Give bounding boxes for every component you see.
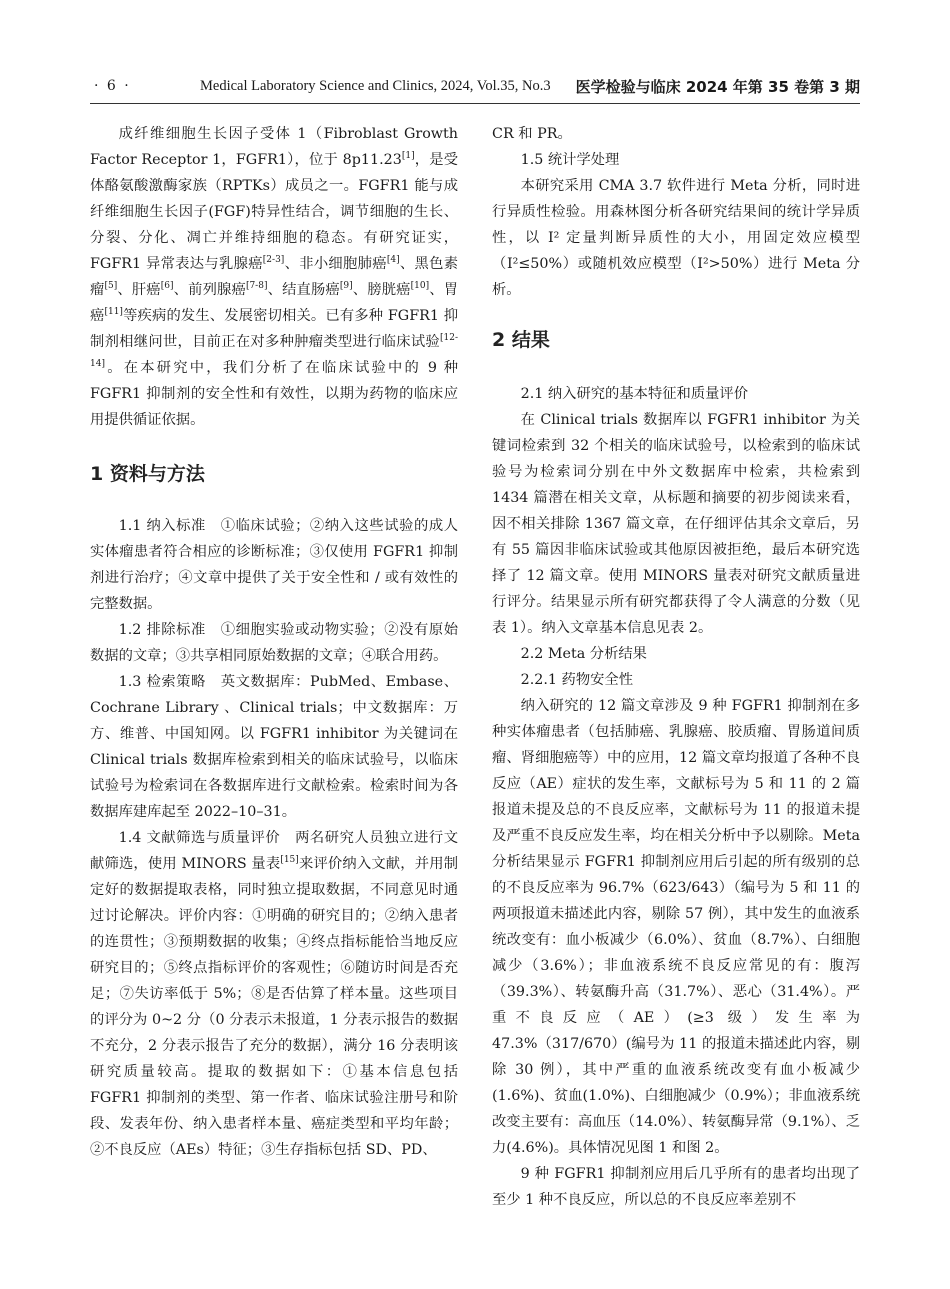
paragraph-1-1: 1.1 纳入标准 ①临床试验；②纳入这些试验的成人实体瘤患者符合相应的诊断标准；③仅使用 FGFR1 抑制剂进行治疗；④文章中提供了关于安全性和 / 或有效性的完整数据。	[90, 518, 458, 612]
intro-paragraph: 成纤维细胞生长因子受体 1（Fibroblast Growth Factor Receptor 1，FGFR1），位于 8p11.23[1]，是受体酪氨酸激酶家族（RPTKs）成员之一。FGFR1 能与成纤维细胞生长因子(FGF)特异性结合，调节细胞的生长、分裂、分化、凋亡并维持细胞的稳态。有研究证实，FGFR1 异常表达与乳腺癌[2-3]、非小细胞肺癌[4]、黑色素瘤[5]、肝癌[6]、前列腺癌[7-8]、结直肠癌[9]、膀胱癌[10]、胃癌[11]等疾病的发生、发展密切相关。已有多种 FGFR1 抑制剂相继问世，目前正在对多种肿瘤类型进行临床试验[12-14]。在本研究中，我们分析了在临床试验中的 9 种 FGFR1 抑制剂的安全性和有效性，以期为药物的临床应用提供循证依据。	[90, 126, 459, 428]
paragraph-1-4: 1.4 文献筛选与质量评价 两名研究人员独立进行文献筛选，使用 MINORS 量表[15]来评价纳入文献，并用制定好的数据提取表格，同时独立提取数据，不同意见时通过讨论解决。评价内容：①明确的研究目的；②纳入患者的连贯性；③预期数据的收集；④终点指标能恰当地反应研究目的；⑤终点指标评价的客观性；⑥随访时间是否充足；⑦失访率低于 5%；⑧是否估算了样本量。这些项目的评分为 0~2 分（0 分表示未报道，1 分表示报告的数据不充分，2 分表示报告了充分的数据），满分 16 分表明该研究质量较高。提取的数据如下：①基本信息包括 FGFR1 抑制剂的类型、第一作者、临床试验注册号和阶段、发表年份、纳入患者样本量、癌症类型和平均年龄；②不良反应（AEs）特征；③生存指标包括 SD、PD、	[90, 830, 459, 1158]
paragraph-1-3: 1.3 检索策略 英文数据库：PubMed、Embase、Cochrane Library 、Clinical trials；中文数据库：万方、维普、中国知网。以 FGFR1 inhibitor 为关键词在 Clinical trials 数据库检索到相关的临床试验号，以临床试验号为检索词在各数据库进行文献检索。检索时间为各数据库建库起至 2022–10–31。	[90, 674, 458, 820]
heading-2-2-1: 2.2.1 药物安全性	[520, 672, 633, 688]
section-1-title: 1 资料与方法	[90, 463, 205, 485]
paragraph-1-5: 本研究采用 CMA 3.7 软件进行 Meta 分析，同时进行异质性检验。用森林图分析各研究结果间的统计学异质性，以 I² 定量判断异质性的大小，用固定效应模型（I²≤50%）或随机效应模型（I²>50%）进行 Meta 分析。	[492, 178, 860, 298]
journal-name-en: Medical Laboratory Science and Clinics, 2024, Vol.35, No.3	[200, 78, 551, 94]
heading-2-2: 2.2 Meta 分析结果	[520, 646, 647, 662]
journal-name-cn: 医学检验与临床 2024 年第 35 卷第 3 期	[575, 78, 860, 96]
right-column	[492, 121, 860, 1213]
left-column	[90, 121, 458, 1163]
heading-2-1: 2.1 纳入研究的基本特征和质量评价	[520, 386, 749, 402]
section-2-title: 2 结果	[492, 329, 550, 351]
paragraph-2-2-1: 纳入研究的 12 篇文章涉及 9 种 FGFR1 抑制剂在多种实体瘤患者（包括肺癌、乳腺癌、胶质瘤、胃肠道间质瘤、肾细胞癌等）中的应用，12 篇文章均报道了各种不良反应（AE）症状的发生率，文献标号为 5 和 11 的 2 篇报道未提及总的不良反应率，文献标号为 11 的报道未提及严重不良反应发生率，均在相关分析中予以剔除。Meta 分析结果显示 FGFR1 抑制剂应用后引起的所有级别的总的不良反应率为 96.7%（623/643）（编号为 5 和 11 的两项报道未描述此内容，剔除 57 例），其中发生的血液系统改变有：血小板减少（6.0%）、贫血（8.7%）、白细胞减少（3.6%）；非血液系统不良反应常见的有：腹泻（39.3%）、转氨酶升高（31.7%）、恶心（31.4%）。严重不良反应（AE）(≥3 级）发生率为 47.3%（317/670）(编号为 11 的报道未描述此内容，剔除 30 例），其中严重的血液系统改变有血小板减少(1.6%)、贫血(1.0%)、白细胞减少（0.9%）；非血液系统改变主要有：高血压（14.0%）、转氨酶异常（9.1%）、乏力(4.6%)。具体情况见图 1 和图 2。	[492, 698, 860, 1156]
paragraph-2-1: 在 Clinical trials 数据库以 FGFR1 inhibitor 为关键词检索到 32 个相关的临床试验号，以检索到的临床试验号为检索词分别在中外文数据库中检索，共检索到 1434 篇潜在相关文章，从标题和摘要的初步阅读来看，因不相关排除 1367 篇文章，在仔细评估其余文章后，另有 55 篇因非临床试验或其他原因被拒绝，最后本研究选择了 12 篇文章。使用 MINORS 量表对研究文献质量进行评分。结果显示所有研究都获得了令人满意的分数（见表 1）。纳入文章基本信息见表 2。	[492, 412, 860, 636]
heading-1-5: 1.5 统计学处理	[520, 152, 620, 168]
page-number: · 6 ·	[94, 78, 131, 94]
page-header	[90, 72, 860, 98]
paragraph-last: 9 种 FGFR1 抑制剂应用后几乎所有的患者均出现了至少 1 种不良反应，所以总的不良反应率差别不	[492, 1166, 860, 1208]
paragraph-continued: CR 和 PR。	[492, 126, 572, 142]
paragraph-1-2: 1.2 排除标准 ①细胞实验或动物实验；②没有原始数据的文章；③共享相同原始数据的文章；④联合用药。	[90, 622, 458, 664]
header-rule	[90, 103, 860, 104]
